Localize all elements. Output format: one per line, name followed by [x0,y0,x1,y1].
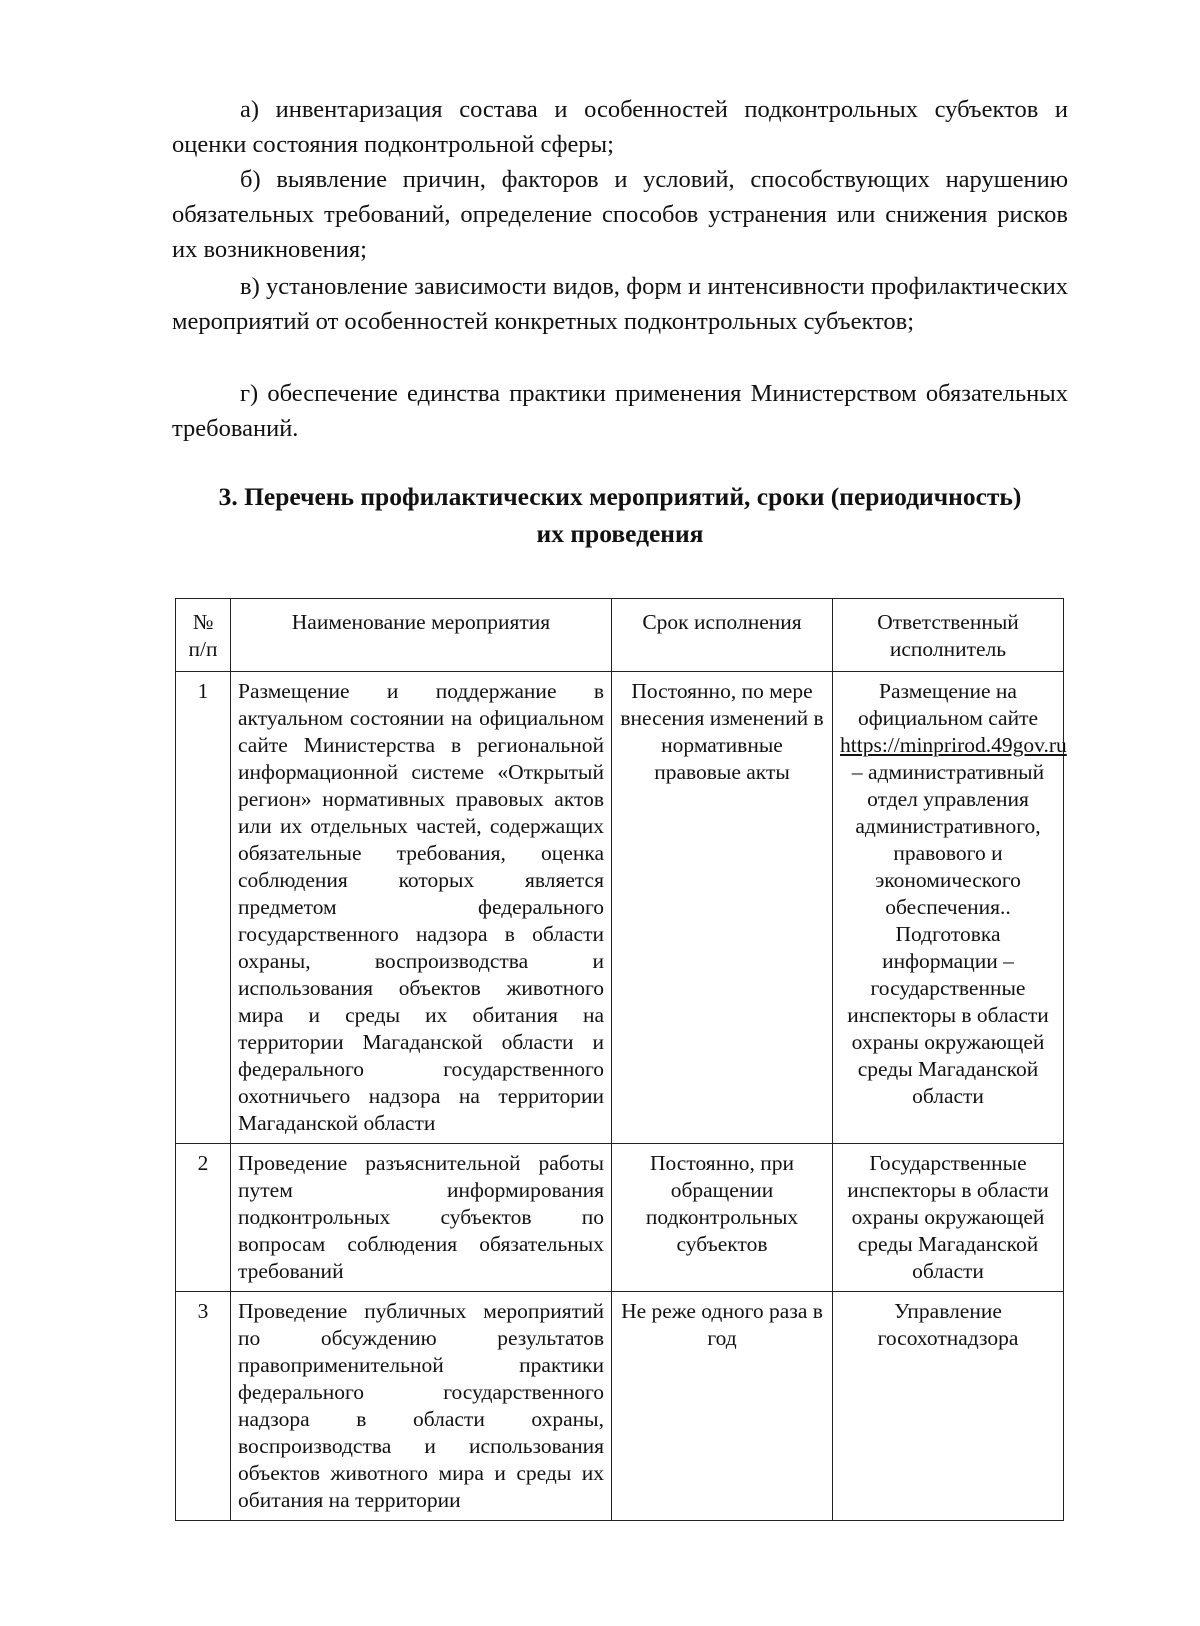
row-number: 3 [176,1292,231,1521]
measure-term: Постоянно, при обращении подконтрольных субъектов [612,1144,833,1292]
header-num [176,599,231,672]
table-row [176,672,1064,1144]
row-number: 2 [176,1144,231,1292]
measure-name: Проведение публичных мероприятий по обсуждению результатов правоприменительной практики федерального государственного надзора в области охраны, воспроизводства и использования объектов животного мира и среды их обитания на территории [231,1292,612,1521]
measures-table [175,598,1067,1521]
table-row [176,1144,1064,1292]
section-title [150,478,1090,552]
responsible-text-before: Размещение на официальном сайте [857,679,1039,730]
paragraph-b: б) выявление причин, факторов и условий, способствующих нарушению обязательных требований, определение способов устранения или снижения рисков их возникновения; [172,166,1068,263]
measure-name: Размещение и поддержание в актуальном состоянии на официальном сайте Министерства в региональной информационной системе «Открытый регион» нормативных правовых актов или их отдельных частей, содержащих обязательные требования, оценка соблюдения которых является предметом федерального государственного надзора в области охраны, воспроизводства и использования объектов животного мира и среды их обитания на территории Магаданской области и федерального государственного охотничьего надзора на территории Магаданской области [231,672,612,1144]
paragraph-v: в) установление зависимости видов, форм и интенсивности профилактических мероприятий от особенностей конкретных подконтрольных субъектов; [172,273,1068,335]
header-num-abbr: п/п [188,637,218,661]
header-term: Срок исполнения [612,599,833,672]
paragraph-a: а) инвентаризация состава и особенностей подконтрольных субъектов и оценки состояния подконтрольной сферы; [172,96,1068,158]
measure-term: Постоянно, по мере внесения изменений в нормативные правовые акты [612,672,833,1144]
header-responsible-line2: исполнитель [889,637,1007,661]
table-header-row [176,599,1064,672]
header-responsible [833,599,1064,672]
responsible-text-after: – административный отдел управления административного, правового и экономического обеспечения.. Подготовка информации – государственные инспекторы в области охраны окружающей среды Магаданской области [847,760,1049,1108]
row-number: 1 [176,672,231,1144]
section-title-line1: 3. Перечень профилактических мероприятий, сроки (периодичность) [218,482,1022,511]
measure-responsible: Управление госохотнадзора [833,1292,1064,1521]
section-title-line2: их проведения [536,519,704,548]
header-name: Наименование мероприятия [231,599,612,672]
header-responsible-line1: Ответственный [877,610,1019,634]
ministry-site-link[interactable]: https://minprirod.49gov.ru [840,733,1067,757]
table-row [176,1292,1064,1521]
measure-responsible: Государственные инспекторы в области охраны окружающей среды Магаданской области [833,1144,1064,1292]
paragraph-g: г) обеспечение единства практики применения Министерством обязательных требований. [172,380,1068,442]
measure-responsible [833,672,1067,1144]
measure-term: Не реже одного раза в год [612,1292,833,1521]
measure-name: Проведение разъяснительной работы путем информирования подконтрольных субъектов по вопросам соблюдения обязательных требований [231,1144,612,1292]
header-num-symbol: № [192,610,214,634]
